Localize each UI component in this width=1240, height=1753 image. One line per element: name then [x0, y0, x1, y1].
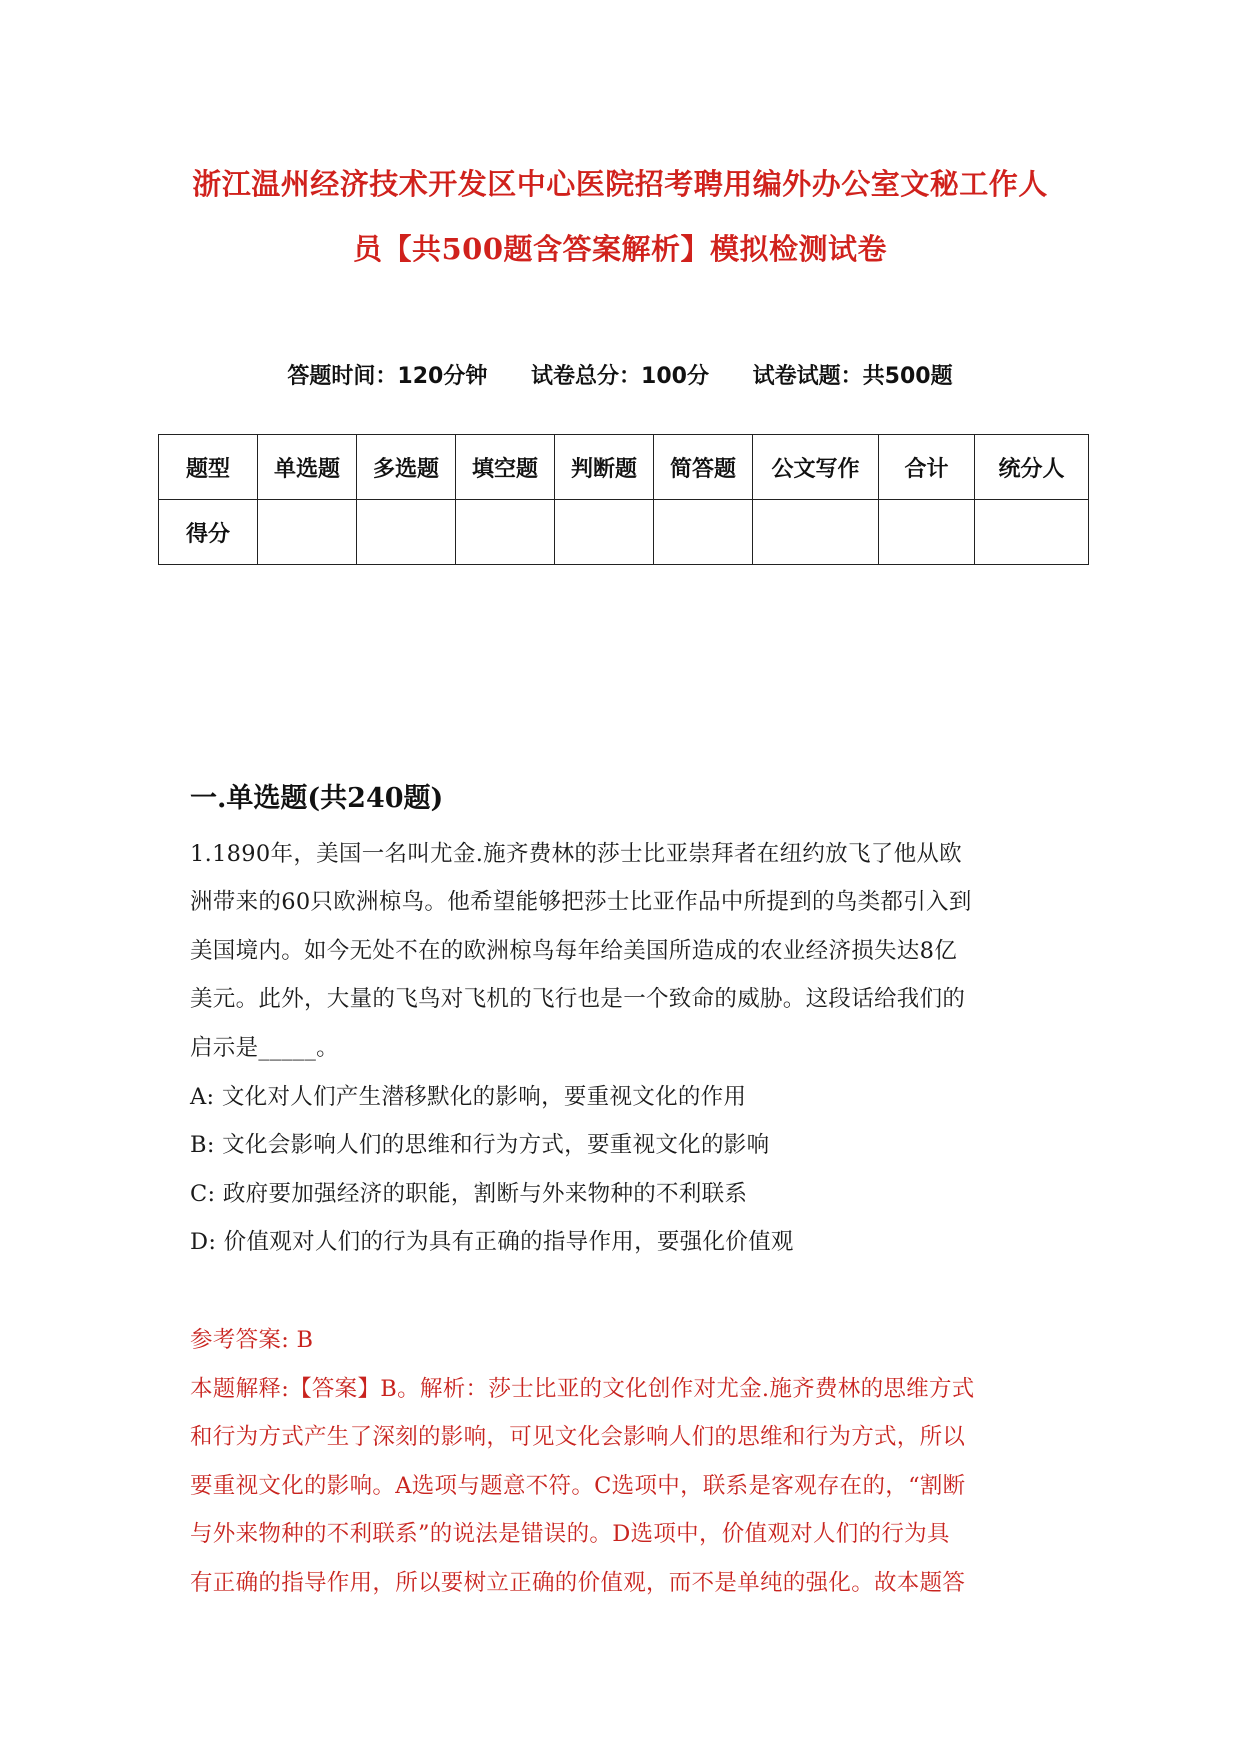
question-text-line: 洲带来的60只欧洲椋鸟。他希望能够把莎士比亚作品中所提到的鸟类都引入到 — [190, 889, 972, 915]
score-header-cell: 单选题 — [258, 435, 357, 500]
score-cell[interactable] — [258, 500, 357, 565]
question-text-line: 1.1890年，美国一名叫尤金.施齐费林的莎士比亚崇拜者在纽约放飞了他从欧 — [190, 841, 962, 867]
score-header-cell: 填空题 — [456, 435, 555, 500]
exam-question-count: 试卷试题：共500题 — [752, 364, 953, 389]
score-header-cell: 题型 — [159, 435, 258, 500]
doc-title-line1: 浙江温州经济技术开发区中心医院招考聘用编外办公室文秘工作人 — [192, 167, 1048, 201]
score-header-cell: 公文写作 — [753, 435, 879, 500]
reference-answer: 参考答案: B — [190, 1327, 314, 1353]
question-text-line: 美元。此外，大量的飞鸟对飞机的飞行也是一个致命的威胁。这段话给我们的 — [190, 986, 966, 1012]
score-table-score-row — [159, 500, 1089, 565]
option-d: D: 价值观对人们的行为具有正确的指导作用，要强化价值观 — [190, 1229, 794, 1255]
score-cell[interactable] — [654, 500, 753, 565]
question-text-line: 启示是_____。 — [190, 1035, 339, 1061]
score-table-header-row — [159, 435, 1089, 500]
score-cell[interactable] — [555, 500, 654, 565]
score-header-cell: 判断题 — [555, 435, 654, 500]
option-c: C: 政府要加强经济的职能，割断与外来物种的不利联系 — [190, 1181, 748, 1207]
question-text-line: 美国境内。如今无处不在的欧洲椋鸟每年给美国所造成的农业经济损失达8亿 — [190, 938, 958, 964]
score-header-cell: 统分人 — [975, 435, 1089, 500]
score-cell[interactable] — [975, 500, 1089, 565]
score-header-cell: 合计 — [879, 435, 975, 500]
score-row-label: 得分 — [159, 500, 258, 565]
option-a: A: 文化对人们产生潜移默化的影响，要重视文化的作用 — [190, 1084, 747, 1110]
score-cell[interactable] — [879, 500, 975, 565]
doc-title-line2: 员【共500题含答案解析】模拟检测试卷 — [352, 232, 888, 266]
score-header-cell: 多选题 — [357, 435, 456, 500]
explanation-line: 与外来物种的不利联系”的说法是错误的。D选项中，价值观对人们的行为具 — [190, 1521, 950, 1547]
score-cell[interactable] — [456, 500, 555, 565]
section-title: 一.单选题(共240题) — [190, 783, 444, 814]
explanation-line: 有正确的指导作用，所以要树立正确的价值观，而不是单纯的强化。故本题答 — [190, 1570, 966, 1596]
option-b: B: 文化会影响人们的思维和行为方式，要重视文化的影响 — [190, 1132, 770, 1158]
score-header-cell: 简答题 — [654, 435, 753, 500]
score-cell[interactable] — [357, 500, 456, 565]
explanation-line: 要重视文化的影响。A选项与题意不符。C选项中，联系是客观存在的，“割断 — [190, 1473, 966, 1499]
explanation-line: 本题解释:【答案】B。解析：莎士比亚的文化创作对尤金.施齐费林的思维方式 — [190, 1376, 975, 1402]
score-table — [158, 434, 1089, 565]
exam-meta — [0, 359, 1240, 390]
score-cell[interactable] — [753, 500, 879, 565]
exam-time: 答题时间：120分钟 — [287, 364, 488, 389]
exam-total-score: 试卷总分：100分 — [531, 364, 709, 389]
explanation-line: 和行为方式产生了深刻的影响，可见文化会影响人们的思维和行为方式，所以 — [190, 1424, 966, 1450]
